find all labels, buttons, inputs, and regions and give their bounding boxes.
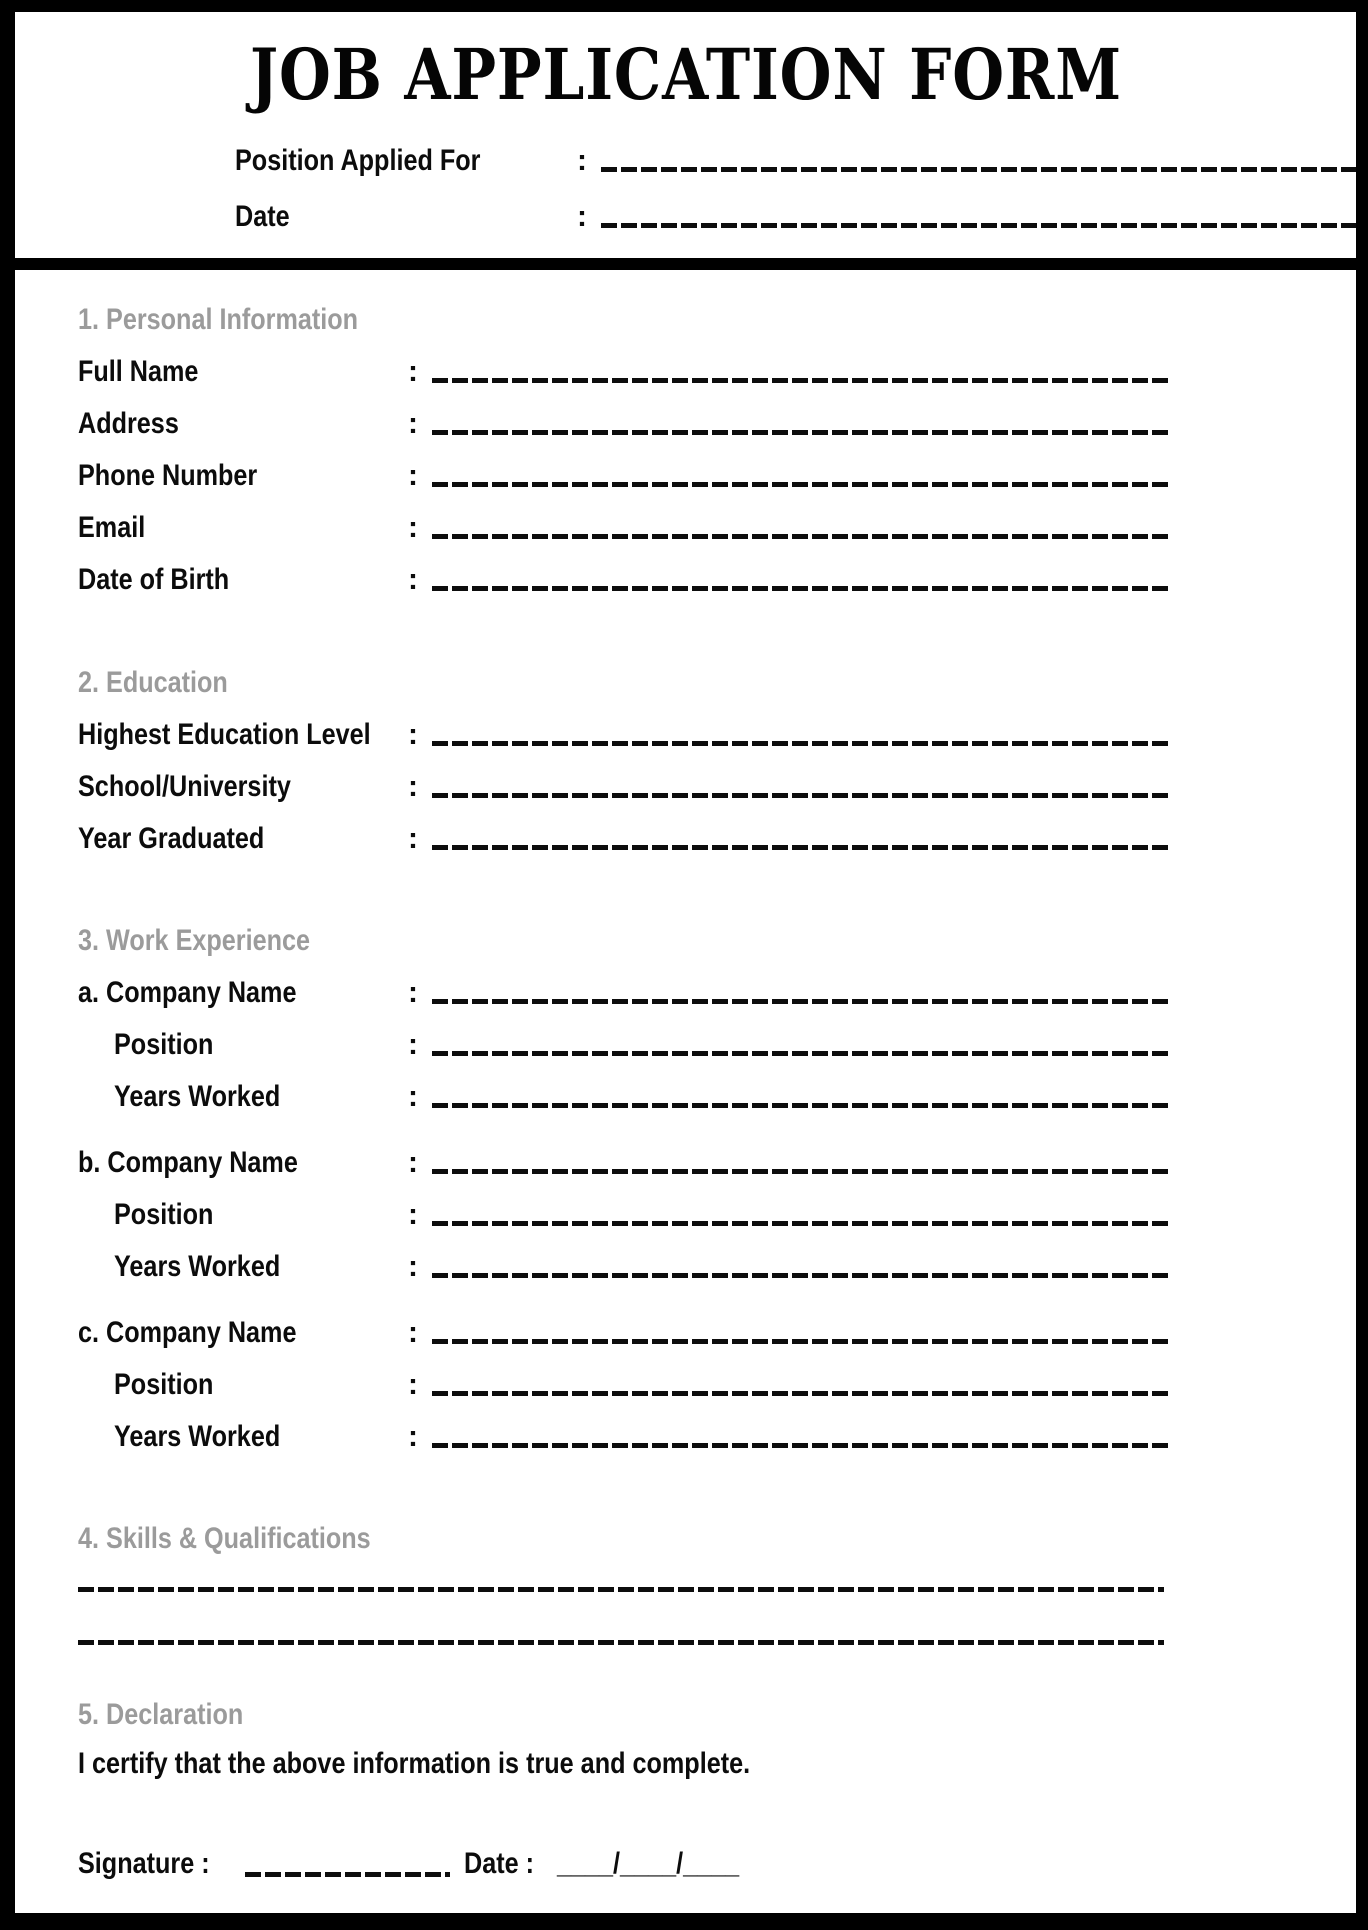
company-a-years-worked-fill-line[interactable] [432,1103,1170,1108]
position-applied-for-row [235,120,1356,176]
email-label: Email [78,510,146,544]
colon: : [408,406,418,440]
highest-education-level-fill-line[interactable] [432,741,1170,746]
company-a-years-worked-label: Years Worked [114,1079,281,1113]
address-row [78,387,1170,439]
company-a-name-row [78,956,1170,1008]
year-graduated-fill-line[interactable] [432,845,1170,850]
company-c-name-fill-line[interactable] [432,1339,1170,1344]
work-entry-b [78,1126,1170,1282]
company-b-years-worked-label: Years Worked [114,1249,281,1283]
company-c-name-label: c. Company Name [78,1315,297,1349]
form-title: JOB APPLICATION FORM [249,33,1122,116]
work-entry-c [78,1296,1170,1452]
phone-number-row [78,439,1170,491]
position-applied-for-fill-line[interactable] [601,167,1356,172]
company-b-name-fill-line[interactable] [432,1169,1170,1174]
header-date-label: Date [235,199,290,233]
company-c-years-worked-row [78,1400,1170,1452]
company-b-position-fill-line[interactable] [432,1221,1170,1226]
skills-row-1 [78,1554,1170,1592]
company-b-position-row [78,1178,1170,1230]
company-c-years-worked-fill-line[interactable] [432,1443,1170,1448]
company-b-position-label: Position [114,1197,214,1231]
colon: : [408,1197,418,1231]
header-date-fill-line[interactable] [601,223,1356,228]
date-of-birth-fill-line[interactable] [432,586,1170,591]
company-a-position-label: Position [114,1027,214,1061]
signature-date-fill-slots[interactable]: ____/____/____ [557,1847,740,1880]
colon: : [408,717,418,751]
company-b-name-row [78,1126,1170,1178]
company-c-position-row [78,1348,1170,1400]
full-name-label: Full Name [78,354,199,388]
company-a-name-fill-line[interactable] [432,999,1170,1004]
school-university-fill-line[interactable] [432,793,1170,798]
colon: : [408,1145,418,1179]
section-heading-education: 2. Education [78,666,228,699]
date-of-birth-label: Date of Birth [78,562,230,596]
company-b-years-worked-fill-line[interactable] [432,1273,1170,1278]
company-a-position-fill-line[interactable] [432,1051,1170,1056]
full-name-fill-line[interactable] [432,378,1170,383]
section-heading-work-experience: 3. Work Experience [78,924,311,957]
form-header [15,12,1356,258]
colon: : [408,1079,418,1113]
colon: : [408,769,418,803]
phone-number-label: Phone Number [78,458,258,492]
colon: : [408,354,418,388]
address-fill-line[interactable] [432,430,1170,435]
section-heading-skills-qualifications: 4. Skills & Qualifications [78,1522,371,1555]
year-graduated-label: Year Graduated [78,821,265,855]
school-university-row [78,750,1170,802]
colon: : [408,1315,418,1349]
full-name-row [78,335,1170,387]
colon: : [577,199,587,233]
address-label: Address [78,406,179,440]
highest-education-level-row [78,698,1170,750]
company-b-name-label: b. Company Name [78,1145,298,1179]
skills-fill-line-2[interactable] [78,1640,1164,1645]
signature-label: Signature : [78,1847,210,1880]
colon: : [408,1249,418,1283]
signature-fill-line[interactable] [245,1872,450,1877]
company-b-years-worked-row [78,1230,1170,1282]
email-row [78,491,1170,543]
year-graduated-row [78,802,1170,854]
colon: : [408,510,418,544]
company-a-years-worked-row [78,1060,1170,1112]
signature-date-label: Date : [463,1847,534,1880]
title-wrap [15,33,1356,116]
company-a-name-label: a. Company Name [78,975,297,1009]
colon: : [408,1419,418,1453]
section-heading-declaration: 5. Declaration [78,1698,244,1731]
colon: : [408,1367,418,1401]
colon: : [408,562,418,596]
position-applied-for-label: Position Applied For [235,143,481,177]
phone-number-fill-line[interactable] [432,482,1170,487]
company-c-years-worked-label: Years Worked [114,1419,281,1453]
section-heading-personal-information: 1. Personal Information [78,303,359,336]
company-c-position-fill-line[interactable] [432,1391,1170,1396]
declaration-statement: I certify that the above information is true and complete. [78,1747,751,1780]
colon: : [408,1027,418,1061]
school-university-label: School/University [78,769,291,803]
skills-row-2 [78,1592,1170,1645]
email-fill-line[interactable] [432,534,1170,539]
company-a-position-row [78,1008,1170,1060]
highest-education-level-label: Highest Education Level [78,717,371,751]
date-of-birth-row [78,543,1170,595]
colon: : [577,143,587,177]
colon: : [408,975,418,1009]
work-entry-a [78,956,1170,1112]
company-c-name-row [78,1296,1170,1348]
header-separator-bar [15,258,1356,270]
header-date-row [235,176,1356,232]
signature-row [78,1847,1170,1881]
colon: : [408,821,418,855]
colon: : [408,458,418,492]
company-c-position-label: Position [114,1367,214,1401]
form-body [15,270,1356,1913]
